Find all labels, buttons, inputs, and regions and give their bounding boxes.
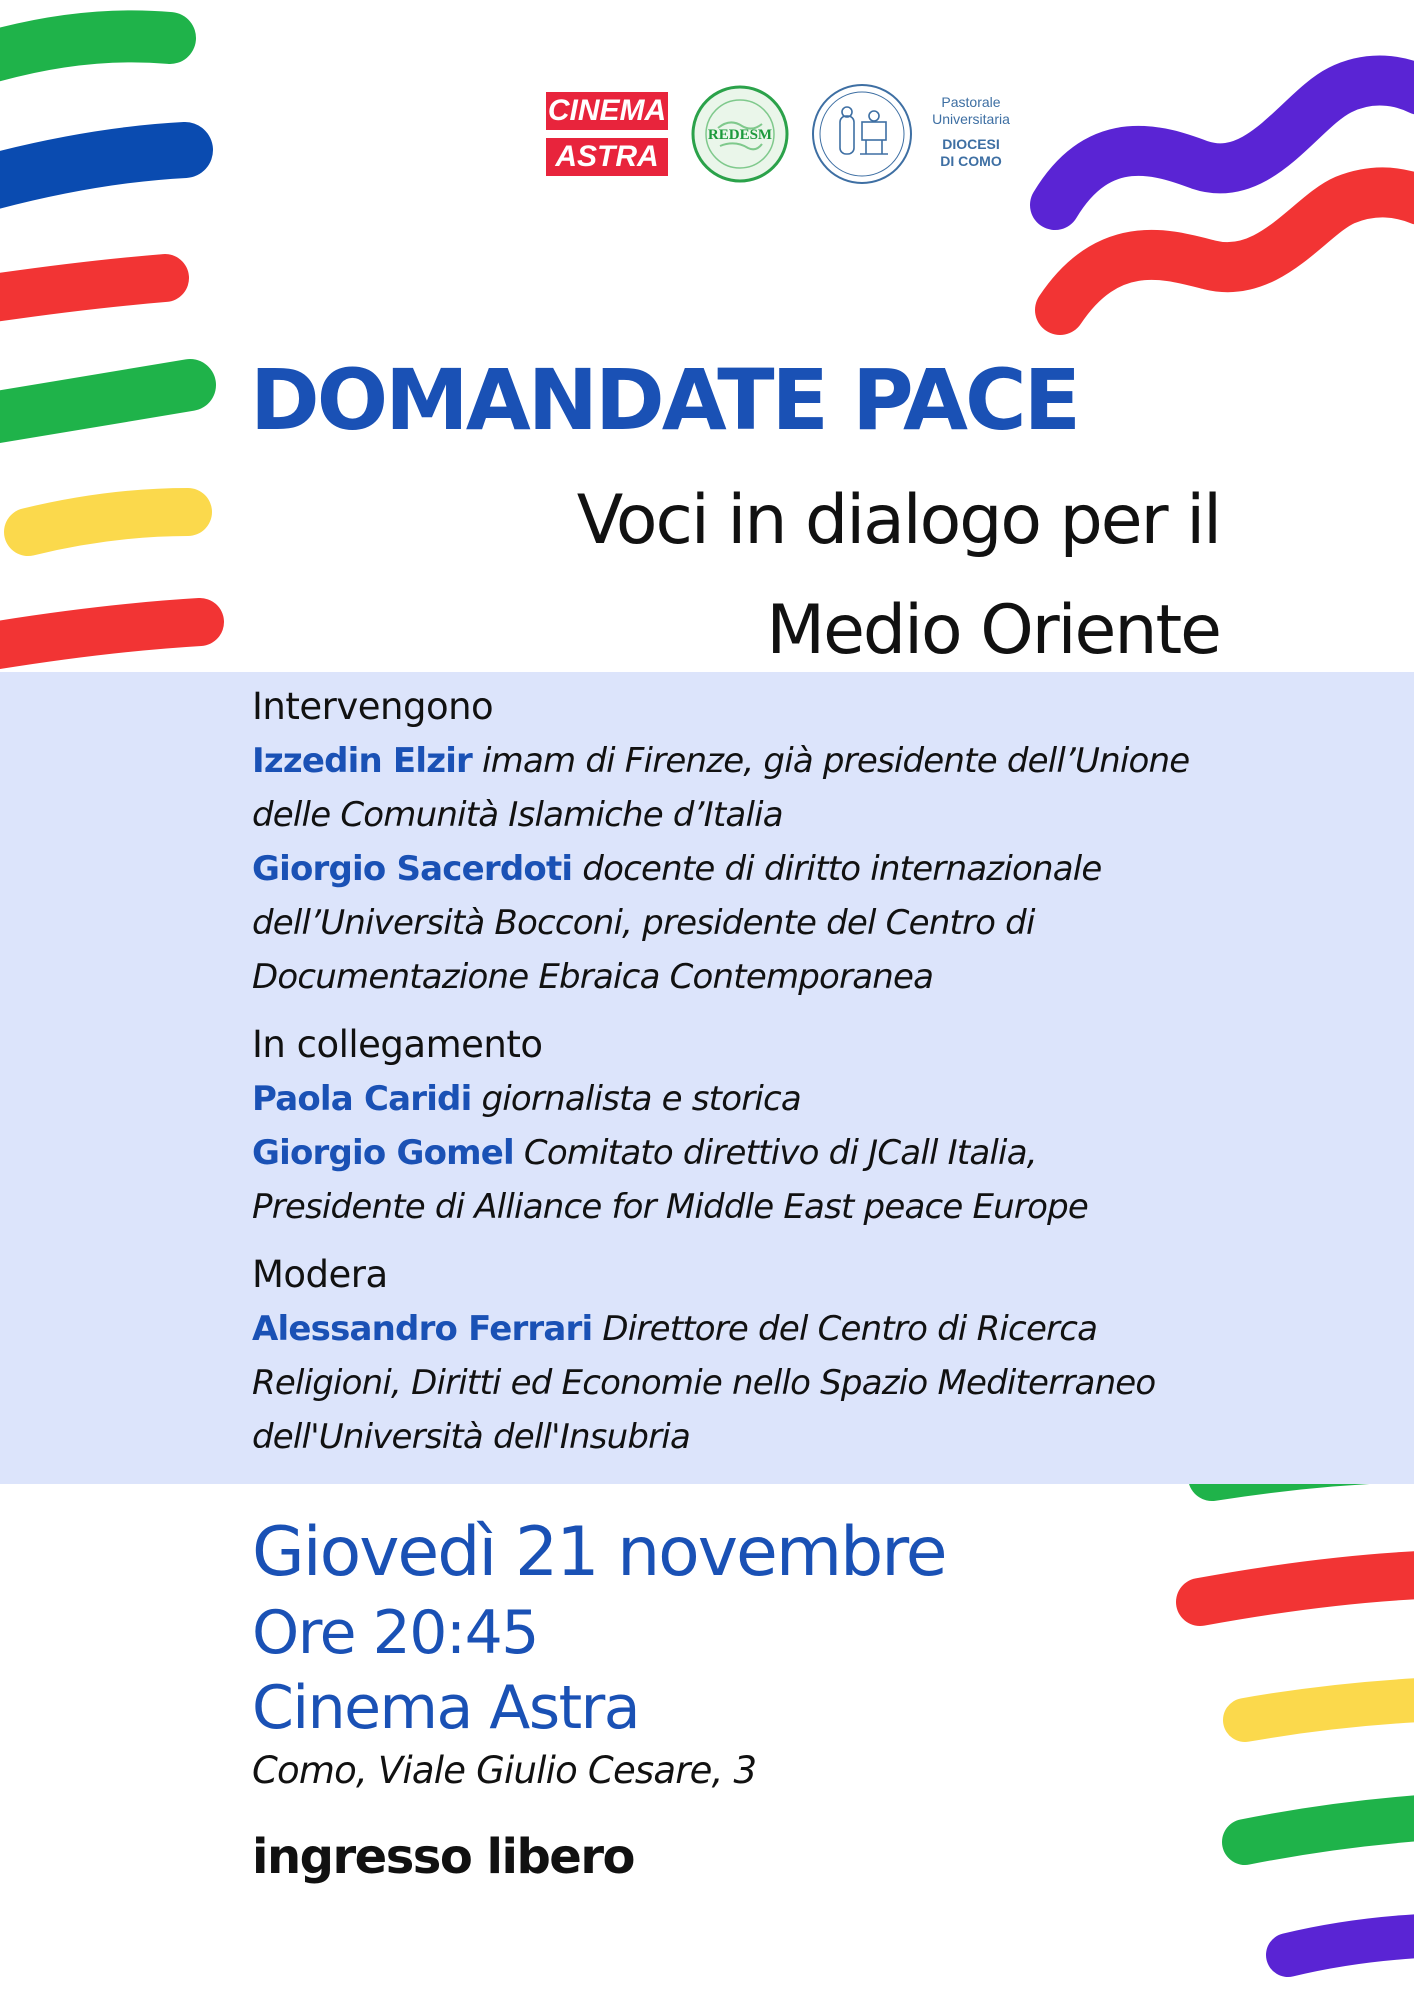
subtitle-line2: Medio Oriente [766, 591, 1220, 670]
diocesi-seal-logo [810, 82, 914, 186]
stroke-red-right [1200, 1575, 1414, 1602]
stroke-yellow-right [1245, 1700, 1414, 1720]
stroke-red-wave [1060, 192, 1414, 310]
speaker-entry [252, 842, 1252, 1004]
program-panel [0, 672, 1414, 1484]
speaker-desc: Comitato direttivo di JCall Italia, [513, 1133, 1037, 1173]
program-content [252, 680, 1252, 1464]
speaker-entry [252, 734, 1252, 842]
diocesi-line1: Pastorale [941, 94, 1001, 110]
speaker-desc: docente di diritto internazionale [572, 849, 1102, 889]
speaker-desc: dell’Università Bocconi, presidente del Centro di [252, 903, 1035, 943]
redesm-text: REDESM [707, 127, 773, 143]
stroke-blue-left [0, 150, 185, 185]
speaker-desc: giornalista e storica [471, 1079, 801, 1119]
moderator-desc: Direttore del Centro di Ricerca [592, 1309, 1098, 1349]
speaker-name: Izzedin Elzir [252, 741, 473, 781]
speaker-desc: Documentazione Ebraica Contemporanea [252, 957, 934, 997]
event-title: DOMANDATE PACE [250, 351, 1079, 449]
stroke-purple-right [1288, 1936, 1414, 1955]
speaker-name: Giorgio Sacerdoti [252, 849, 573, 889]
event-date: Giovedì 21 novembre [252, 1513, 946, 1592]
moderator-desc: dell'Università dell'Insubria [252, 1417, 690, 1457]
moderator-desc: Religioni, Diritti ed Economie nello Spazio Mediterraneo [252, 1363, 1156, 1403]
entry-info: ingresso libero [252, 1829, 635, 1885]
subtitle-line1: Voci in dialogo per il [576, 481, 1220, 560]
sponsor-logos [540, 82, 1020, 192]
speaker-entry [252, 1126, 1252, 1234]
speaker-name: Paola Caridi [252, 1079, 472, 1119]
stroke-purple-wave [1055, 81, 1414, 205]
redesm-logo [690, 84, 790, 184]
stroke-yellow-left [28, 512, 188, 532]
speaker-name: Giorgio Gomel [252, 1133, 514, 1173]
stroke-red-left-1 [0, 278, 165, 300]
event-subtitle [320, 466, 1220, 686]
modera-label: Modera [252, 1253, 388, 1296]
speaker-desc: imam di Firenze, già presidente dell’Unione [472, 741, 1190, 781]
intervengono-label: Intervengono [252, 685, 494, 728]
speaker-entry [252, 1072, 1252, 1126]
stroke-green-left-2 [0, 385, 190, 420]
diocesi-line2: Universitaria [932, 111, 1010, 127]
event-venue: Cinema Astra [252, 1673, 640, 1743]
moderator-name: Alessandro Ferrari [252, 1309, 593, 1349]
diocesi-logo-text [916, 94, 1026, 170]
cinema-logo-line1: CINEMA [546, 92, 668, 130]
speaker-desc: delle Comunità Islamiche d’Italia [252, 795, 783, 835]
cinema-logo-line2: ASTRA [546, 138, 668, 176]
moderator-entry [252, 1302, 1252, 1464]
cinema-astra-logo [546, 92, 668, 176]
diocesi-line3: DIOCESI [942, 136, 1000, 152]
diocesi-line4: DI COMO [940, 153, 1002, 169]
event-address: Como, Viale Giulio Cesare, 3 [252, 1749, 757, 1792]
stroke-green-right-2 [1245, 1818, 1414, 1842]
collegamento-label: In collegamento [252, 1023, 543, 1066]
stroke-red-left-2 [0, 622, 200, 648]
event-time: Ore 20:45 [252, 1598, 538, 1668]
stroke-green-top-left [0, 36, 170, 60]
speaker-desc: Presidente di Alliance for Middle East peace Europe [252, 1187, 1089, 1227]
